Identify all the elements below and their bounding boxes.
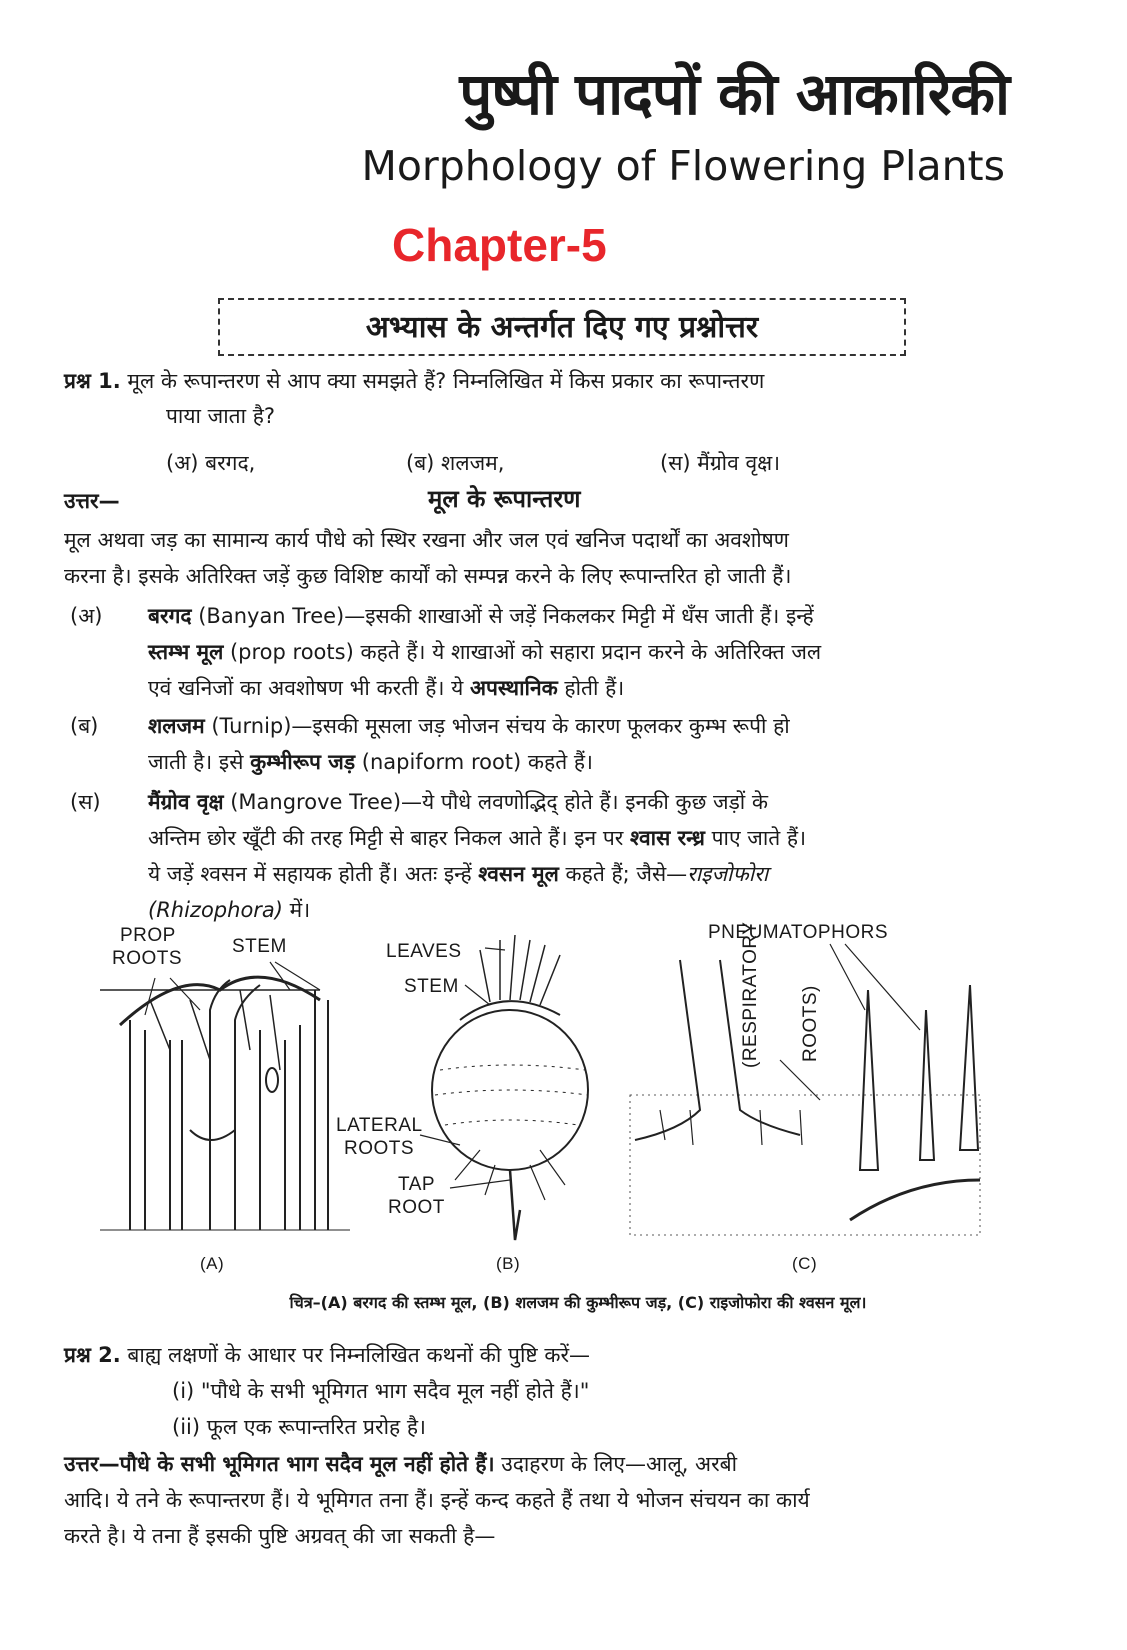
answer-2-bold: उत्तर—पौधे के सभी भूमिगत भाग सदैव मूल नहीं होते हैं। — [64, 1452, 495, 1476]
question-1 — [64, 364, 764, 398]
label-leaves: LEAVES — [386, 941, 462, 962]
option-a: (अ) बरगद, — [166, 451, 256, 475]
item-b-line2 — [148, 744, 593, 780]
item-a-line3 — [148, 670, 624, 706]
item-c-line3a: ये जड़ें श्वसन में सहायक होती हैं। अतः इन्हें — [148, 862, 479, 886]
item-c-line2b: पाए जाते हैं। — [704, 826, 807, 850]
root-modifications-figure — [60, 930, 1060, 1350]
item-a-term2: स्तम्भ मूल — [148, 640, 224, 664]
label-respiratory-roots: ROOTS) — [800, 985, 821, 1062]
item-c-term: मैंग्रोव वृक्ष — [148, 790, 224, 814]
question-2-label: प्रश्न 2. — [64, 1343, 121, 1367]
item-c-line3 — [148, 856, 768, 892]
item-b-line2a: जाती है। इसे — [148, 750, 251, 774]
item-c-line1-text: (Mangrove Tree)—ये पौधे लवणोद्भिद् होते हैं। इनकी कुछ जड़ों के — [223, 790, 769, 814]
chapter-number: Chapter-5 — [392, 219, 607, 271]
question-2-text: बाह्य लक्षणों के आधार पर निम्नलिखित कथनों की पुष्टि करें— — [127, 1343, 591, 1367]
item-b-term2: कुम्भीरूप जड़ — [250, 750, 356, 774]
item-c-line2a: अन्तिम छोर खूँटी की तरह मिट्टी से बाहर निकल आते हैं। इन पर — [148, 826, 631, 850]
item-c-rhizophora: (Rhizophora) — [148, 898, 283, 922]
figure-caption: चित्र–(A) बरगद की स्तम्भ मूल, (B) शलजम की कुम्भीरूप जड़, (C) राइजोफोरा की श्वसन मूल। — [289, 1293, 867, 1312]
chapter-title-hindi: पुष्पी पादपों की आकारिकी — [459, 60, 1009, 128]
item-c-line3b: कहते हैं; जैसे— — [558, 862, 688, 886]
label-panel-b: (B) — [496, 1254, 521, 1273]
item-a-line1-text: (Banyan Tree)—इसकी शाखाओं से जड़ें निकलकर मिट्टी में धँस जाती हैं। इन्हें — [191, 604, 814, 628]
item-a-line2-text: (prop roots) कहते हैं। ये शाखाओं को सहारा प्रदान करने के अतिरिक्त जल — [223, 640, 822, 664]
item-a-line3b: होती हैं। — [557, 676, 625, 700]
answer-label: उत्तर— — [64, 489, 120, 513]
item-b-marker: (ब) — [70, 714, 99, 738]
question-2 — [64, 1338, 590, 1372]
question-1-text-line1: मूल के रूपान्तरण से आप क्या समझते हैं? निम्नलिखित में किस प्रकार का रूपान्तरण — [127, 369, 765, 393]
question-1-label: प्रश्न 1. — [64, 369, 121, 393]
item-a-term3: अपस्थानिक — [469, 676, 558, 700]
item-c-line4 — [148, 892, 310, 928]
item-c-line3c: राइजोफोरा — [687, 862, 769, 886]
question-2-item-2: (ii) फूल एक रूपान्तरित प्ररोह है। — [172, 1415, 426, 1439]
label-stem-b: STEM — [404, 976, 459, 997]
intro-line-2: करना है। इसके अतिरिक्त जड़ें कुछ विशिष्ट कार्यों को सम्पन्न करने के लिए रूपान्तरित हो जाती हैं। — [64, 564, 792, 588]
answer-2-line3: करते है। ये तना हैं इसकी पुष्टि अग्रवत् की जा सकती है— — [64, 1524, 496, 1548]
item-a-line1 — [148, 598, 814, 634]
item-a-marker: (अ) — [70, 604, 103, 628]
item-b-term: शलजम — [148, 714, 205, 738]
label-tap: TAP — [398, 1174, 436, 1195]
label-respiratory: (RESPIRATORY — [740, 921, 761, 1068]
answer-heading: मूल के रूपान्तरण — [428, 485, 581, 513]
exercise-heading: अभ्यास के अन्तर्गत दिए गए प्रश्नोत्तर — [365, 310, 759, 345]
question-2-item-1: (i) "पौधे के सभी भूमिगत भाग सदैव मूल नहीं होते हैं।" — [172, 1379, 590, 1403]
label-prop-roots: ROOTS — [112, 948, 183, 969]
item-b-line1-text: (Turnip)—इसकी मूसला जड़ भोजन संचय के कारण फूलकर कुम्भ रूपी हो — [204, 714, 790, 738]
option-c: (स) मैंग्रोव वृक्ष। — [660, 451, 781, 475]
item-a-term: बरगद — [148, 604, 192, 628]
answer-2-rest: उदाहरण के लिए—आलू, अरबी — [494, 1452, 738, 1476]
item-c-line1 — [148, 784, 768, 820]
label-panel-c: (C) — [792, 1254, 818, 1273]
label-panel-a: (A) — [200, 1254, 225, 1273]
item-c-line2 — [148, 820, 806, 856]
answer-2-line2: आदि। ये तने के रूपान्तरण हैं। ये भूमिगत तना हैं। इन्हें कन्द कहते हैं तथा ये भोजन संचयन का कार्य — [64, 1488, 810, 1512]
label-leader-lines — [145, 944, 920, 1188]
item-b-line1 — [148, 708, 790, 744]
item-b-line2b: (napiform root) कहते हैं। — [355, 750, 593, 774]
option-b: (ब) शलजम, — [406, 451, 505, 475]
item-c-term2: श्वास रन्ध्र — [630, 826, 705, 850]
label-lateral-roots: ROOTS — [344, 1138, 415, 1159]
label-lateral: LATERAL — [336, 1115, 423, 1136]
item-a-line2 — [148, 634, 821, 670]
item-c-marker: (स) — [70, 790, 101, 814]
label-pneumatophors: PNEUMATOPHORS — [708, 922, 888, 943]
question-1-text-line2: पाया जाता है? — [166, 404, 276, 428]
label-stem-a: STEM — [232, 936, 287, 957]
answer-2-line1 — [64, 1446, 737, 1482]
item-c-line4b: में। — [282, 898, 311, 922]
chapter-title-english: Morphology of Flowering Plants — [361, 142, 1005, 190]
banyan-illustration — [100, 977, 350, 1230]
label-tap-root: ROOT — [388, 1197, 445, 1218]
item-a-line3a: एवं खनिजों का अवशोषण भी करती हैं। ये — [148, 676, 470, 700]
intro-line-1: मूल अथवा जड़ का सामान्य कार्य पौधे को स्थिर रखना और जल एवं खनिज पदार्थों का अवशोषण — [64, 528, 789, 552]
label-prop: PROP — [120, 925, 176, 946]
item-c-term3: श्वसन मूल — [478, 862, 559, 886]
